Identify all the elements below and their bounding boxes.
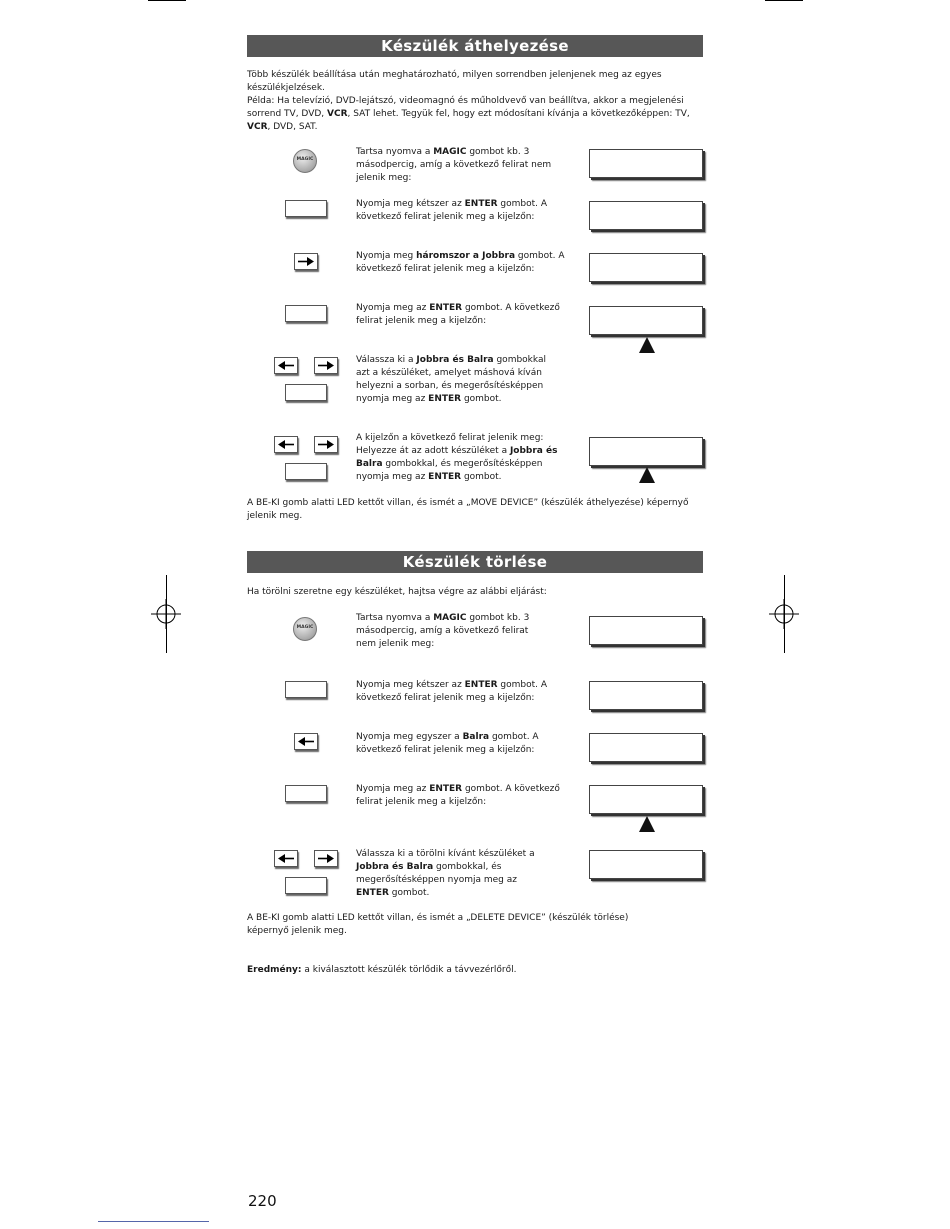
lcd-display	[589, 306, 703, 335]
result-label: Eredmény:	[247, 965, 302, 975]
step-text: Nyomja meg az ENTER gombot. A következő felirat jelenik meg a kijelzőn:	[356, 784, 560, 807]
crop-mark	[166, 575, 167, 653]
step-text: Nyomja meg háromszor a Jobbra gombot. A következő felirat jelenik meg a kijelzőn:	[356, 251, 565, 274]
lcd-display	[589, 616, 703, 645]
lcd-display	[589, 253, 703, 282]
crop-mark	[148, 0, 186, 1]
section-title-move-device: Készülék áthelyezése	[247, 35, 703, 57]
example-text: , SAT lehet. Tegyük fel, hogy ezt módosítani kívánja a következőképpen: TV,	[347, 109, 690, 119]
crop-mark	[765, 0, 803, 1]
result-paragraph	[247, 964, 703, 977]
example-text: Példa: Ha televízió, DVD-lejátszó, videomagnó és műholdvevő van beállítva, akkor a megjelenési sorrend TV, DVD,	[247, 96, 684, 119]
step-text: Nyomja meg az ENTER gombot. A következő felirat jelenik meg a kijelzőn:	[356, 303, 560, 326]
pointer-triangle-icon	[639, 337, 655, 353]
right-arrow-button-icon	[314, 436, 338, 453]
step-text: Nyomja meg kétszer az ENTER gombot. A következő felirat jelenik meg a kijelzőn:	[356, 680, 548, 703]
lcd-display	[589, 149, 703, 178]
magic-button-icon	[293, 149, 317, 173]
lcd-display	[589, 733, 703, 762]
example-bold: VCR	[247, 122, 268, 132]
step-text: A kijelzőn a következő felirat jelenik meg: Helyezze át az adott készüléket a Jobbra és Balra gombokkal, és megerősítésképpen nyomja meg az ENTER gombot.	[356, 433, 558, 482]
step-text: Nyomja meg egyszer a Balra gombot. A következő felirat jelenik meg a kijelzőn:	[356, 732, 539, 755]
step-text: Válassza ki a Jobbra és Balra gombokkal azt a készüléket, amelyet máshová kíván helyezni a sorban, és megerősítésképpen nyomja meg az ENTER gombot.	[356, 355, 546, 404]
step-text: Nyomja meg kétszer az ENTER gombot. A következő felirat jelenik meg a kijelzőn:	[356, 199, 548, 222]
enter-button-icon	[285, 305, 327, 322]
step-text: Tartsa nyomva a MAGIC gombot kb. 3 másodpercig, amíg a következő felirat nem jelenik meg:	[356, 147, 552, 183]
outro-paragraph: A BE-KI gomb alatti LED kettőt villan, és ismét a „DELETE DEVICE” (készülék törlése) képernyő jelenik meg.	[247, 913, 629, 936]
left-arrow-button-icon	[294, 733, 318, 750]
right-arrow-button-icon	[294, 253, 318, 270]
lcd-display	[589, 437, 703, 466]
lcd-display	[589, 681, 703, 710]
pointer-triangle-icon	[639, 816, 655, 832]
outro-paragraph: A BE-KI gomb alatti LED kettőt villan, és ismét a „MOVE DEVICE” (készülék áthelyezése) képernyő jelenik meg.	[247, 498, 689, 521]
enter-button-icon	[285, 877, 327, 894]
pointer-triangle-icon	[639, 467, 655, 483]
section-title-delete-device: Készülék törlése	[247, 551, 703, 573]
page-number: 220	[248, 1192, 277, 1210]
step-text: Válassza ki a törölni kívánt készüléket a Jobbra és Balra gombokkal, és megerősítésképpen nyomja meg az ENTER gombot.	[356, 849, 535, 898]
step-text: Tartsa nyomva a MAGIC gombot kb. 3 másodpercig, amíg a következő felirat nem jelenik meg:	[356, 613, 530, 649]
enter-button-icon	[285, 463, 327, 480]
enter-button-icon	[285, 384, 327, 401]
lcd-display	[589, 850, 703, 879]
enter-button-icon	[285, 200, 327, 217]
intro-text: Több készülék beállítása után meghatározható, milyen sorrendben jelenjenek meg az egyes készülékjelzések.	[247, 70, 662, 93]
magic-button-label: MAGIC	[296, 157, 314, 162]
enter-button-icon	[285, 681, 327, 698]
footer-rule	[98, 1221, 209, 1222]
magic-button-label: MAGIC	[296, 625, 314, 630]
lcd-display	[589, 785, 703, 814]
example-bold: VCR	[327, 109, 348, 119]
lcd-display	[589, 201, 703, 230]
enter-button-icon	[285, 785, 327, 802]
intro-paragraph: Ha törölni szeretne egy készüléket, hajtsa végre az alábbi eljárást:	[247, 587, 547, 597]
left-arrow-button-icon	[274, 436, 298, 453]
left-arrow-button-icon	[274, 850, 298, 867]
left-arrow-button-icon	[274, 357, 298, 374]
result-text: a kiválasztott készülék törlődik a távvezérlőről.	[301, 965, 517, 975]
magic-button-icon	[293, 617, 317, 641]
right-arrow-button-icon	[314, 357, 338, 374]
crop-mark	[784, 575, 785, 653]
example-text: , DVD, SAT.	[267, 122, 318, 132]
intro-paragraph	[247, 69, 703, 134]
right-arrow-button-icon	[314, 850, 338, 867]
